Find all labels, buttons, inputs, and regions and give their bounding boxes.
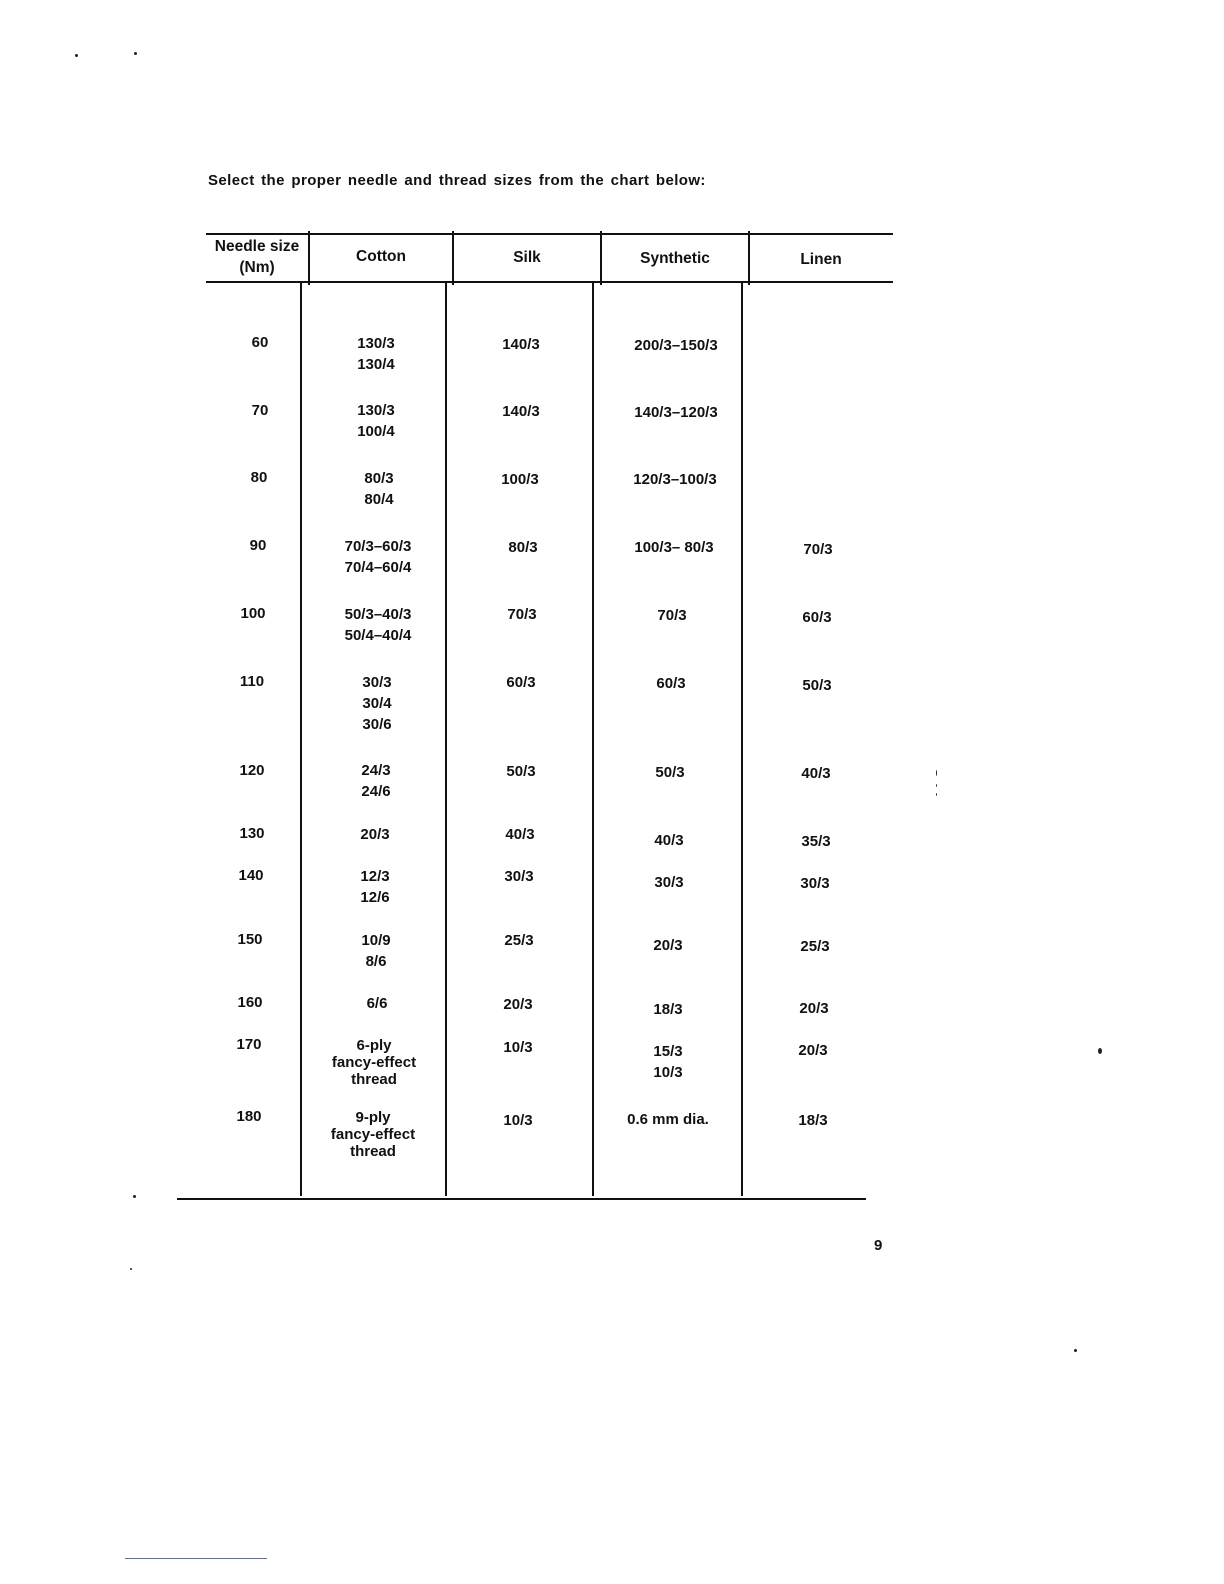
linen-150: 25/3 (800, 938, 830, 955)
intro-text: Select the proper needle and thread sizes from the chart below: (208, 172, 706, 189)
needle-130: 130 (239, 825, 265, 842)
header-needle-size: Needle size (Nm) (214, 238, 300, 276)
silk-100: 70/3 (507, 606, 537, 623)
cotton-110: 30/3 30/4 30/6 (362, 674, 392, 733)
silk-80: 100/3 (501, 471, 539, 488)
scan-edge-line (125, 1558, 267, 1559)
synthetic-120: 50/3 (655, 764, 685, 781)
linen-140: 30/3 (800, 875, 830, 892)
column-divider-1-body (300, 283, 302, 1196)
cotton-140: 12/3 12/6 (360, 868, 390, 906)
synthetic-100: 70/3 (657, 607, 687, 624)
scan-speck (936, 793, 937, 796)
cotton-150: 10/9 8/6 (361, 932, 391, 970)
synthetic-140: 30/3 (654, 874, 684, 891)
needle-100: 100 (240, 605, 266, 622)
silk-90: 80/3 (508, 539, 538, 556)
synthetic-160: 18/3 (653, 1001, 683, 1018)
linen-130: 35/3 (801, 833, 831, 850)
silk-110: 60/3 (506, 674, 536, 691)
scan-speck (75, 54, 78, 57)
scan-speck (134, 52, 137, 55)
cotton-160: 6/6 (366, 995, 388, 1012)
scan-speck (1098, 1048, 1102, 1054)
table-bottom-rule (177, 1198, 866, 1200)
synthetic-80: 120/3–100/3 (633, 471, 717, 488)
silk-130: 40/3 (505, 826, 535, 843)
cotton-70: 130/3 100/4 (357, 402, 395, 440)
silk-120: 50/3 (506, 763, 536, 780)
needle-180: 180 (236, 1108, 262, 1125)
silk-60: 140/3 (502, 336, 540, 353)
cotton-120: 24/3 24/6 (361, 762, 391, 800)
linen-180: 18/3 (798, 1112, 828, 1129)
linen-120: 40/3 (801, 765, 831, 782)
synthetic-60: 200/3–150/3 (634, 337, 718, 354)
synthetic-110: 60/3 (656, 675, 686, 692)
scan-speck (1074, 1349, 1077, 1352)
header-linen: Linen (800, 251, 842, 268)
cotton-90: 70/3–60/3 70/4–60/4 (344, 538, 412, 576)
silk-170: 10/3 (503, 1039, 533, 1056)
silk-160: 20/3 (503, 996, 533, 1013)
synthetic-70: 140/3–120/3 (634, 404, 718, 421)
synthetic-150: 20/3 (653, 937, 683, 954)
header-silk: Silk (513, 249, 541, 266)
column-divider-4-body (741, 283, 743, 1196)
synthetic-170: 15/3 10/3 (653, 1043, 683, 1081)
scan-speck (936, 784, 937, 787)
cotton-100: 50/3–40/3 50/4–40/4 (344, 606, 412, 644)
page-number: 9 (874, 1237, 883, 1254)
synthetic-180: 0.6 mm dia. (627, 1111, 709, 1128)
header-synthetic: Synthetic (640, 250, 710, 267)
cotton-130: 20/3 (360, 826, 390, 843)
needle-160: 160 (237, 994, 263, 1011)
scan-speck (936, 770, 937, 776)
silk-140: 30/3 (504, 868, 534, 885)
silk-180: 10/3 (503, 1112, 533, 1129)
cotton-180: 9-ply fancy-effect thread (330, 1109, 416, 1160)
synthetic-130: 40/3 (654, 832, 684, 849)
needle-120: 120 (239, 762, 265, 779)
needle-140: 140 (238, 867, 264, 884)
needle-60: 60 (251, 334, 269, 351)
linen-160: 20/3 (799, 1000, 829, 1017)
needle-80: 80 (250, 469, 268, 486)
column-divider-2-body (445, 283, 447, 1196)
cotton-60: 130/3 130/4 (357, 335, 395, 373)
needle-150: 150 (237, 931, 263, 948)
needle-90: 90 (249, 537, 267, 554)
scan-speck (130, 1268, 132, 1270)
needle-110: 110 (239, 673, 265, 690)
linen-170: 20/3 (798, 1042, 828, 1059)
linen-90: 70/3 (803, 541, 833, 558)
needle-170: 170 (236, 1036, 262, 1053)
scan-speck (133, 1195, 136, 1198)
header-cotton: Cotton (356, 248, 406, 265)
column-divider-3-body (592, 283, 594, 1196)
silk-150: 25/3 (504, 932, 534, 949)
cotton-80: 80/3 80/4 (364, 470, 394, 508)
linen-100: 60/3 (802, 609, 832, 626)
synthetic-90: 100/3– 80/3 (634, 539, 714, 556)
silk-70: 140/3 (502, 403, 540, 420)
needle-70: 70 (251, 402, 269, 419)
linen-110: 50/3 (802, 677, 832, 694)
cotton-170: 6-ply fancy-effect thread (331, 1037, 417, 1088)
